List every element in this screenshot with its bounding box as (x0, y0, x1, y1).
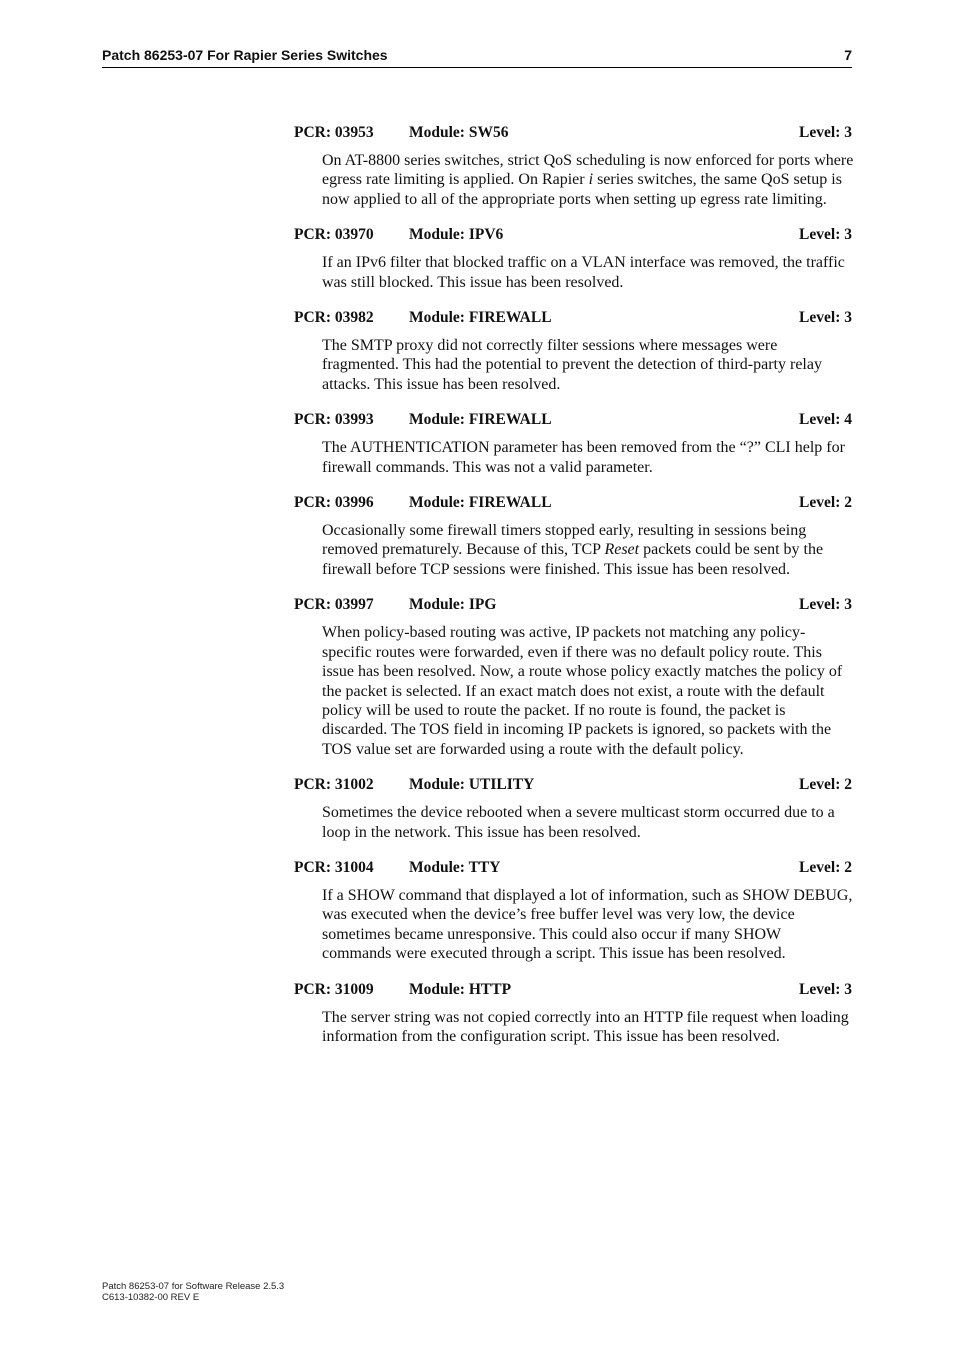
pcr-entry (294, 494, 854, 579)
pcr-entry-heading (294, 776, 854, 796)
pcr-entry-heading (294, 494, 854, 514)
pcr-entry-heading (294, 124, 854, 144)
pcr-level: Level: 3 (799, 124, 852, 141)
pcr-description (322, 803, 854, 842)
pcr-description-text: Occasionally some firewall timers stopped early, resulting in sessions being removed prematurely. Because of this, TCP (322, 522, 807, 559)
document-title: Patch 86253-07 For Rapier Series Switches (102, 47, 388, 63)
pcr-number: PCR: 03970 (294, 226, 374, 244)
pcr-description (322, 623, 854, 759)
pcr-module: Module: HTTP (409, 980, 512, 998)
pcr-description-text: series switches, the same QoS setup is now applied to all of the appropriate ports when setting up egress rate limiting. (322, 171, 842, 208)
pcr-entry (294, 596, 854, 759)
pcr-list (294, 124, 854, 1063)
pcr-number: PCR: 31009 (294, 980, 374, 998)
pcr-entry-heading (294, 981, 854, 1001)
pcr-entry (294, 124, 854, 209)
pcr-description-text: The SMTP proxy did not correctly filter sessions where messages were fragmented. This had the potential to prevent the detection of third-party relay attacks. This issue has been resolved. (322, 337, 822, 393)
pcr-description (322, 336, 854, 394)
pcr-level: Level: 4 (799, 411, 852, 429)
footer-release: Patch 86253-07 for Software Release 2.5.3 (102, 1281, 285, 1292)
pcr-description (322, 886, 854, 964)
pcr-entry (294, 309, 854, 394)
pcr-level: Level: 3 (799, 980, 852, 998)
pcr-module: Module: UTILITY (409, 776, 535, 794)
pcr-level: Level: 3 (799, 309, 852, 327)
pcr-number: PCR: 03997 (294, 596, 374, 614)
header-rule (102, 67, 852, 68)
pcr-module: Module: IPV6 (409, 226, 504, 244)
pcr-number: PCR: 31004 (294, 858, 374, 876)
pcr-description (322, 521, 854, 579)
pcr-description-text: If a SHOW command that displayed a lot of information, such as SHOW DEBUG, was executed when the device’s free buffer level was very low, the device sometimes became unresponsive. This could also occur if many SHOW commands were executed through a script. This issue has been resolved. (322, 886, 853, 963)
pcr-entry-heading (294, 859, 854, 879)
pcr-level: Level: 3 (799, 596, 852, 614)
pcr-description (322, 151, 854, 209)
pcr-description-text: The server string was not copied correctly into an HTTP file request when loading information from the configuration script. This issue has been resolved. (322, 1008, 849, 1045)
pcr-number: PCR: 03953 (294, 124, 374, 141)
pcr-entry-heading (294, 411, 854, 431)
page-header (102, 47, 852, 63)
pcr-description-text: If an IPv6 filter that blocked traffic on a VLAN interface was removed, the traffic was still blocked. This issue has been resolved. (322, 254, 845, 291)
pcr-entry (294, 776, 854, 842)
footer-doc-code: C613-10382-00 REV E (102, 1292, 200, 1303)
pcr-module: Module: SW56 (409, 124, 509, 141)
pcr-level: Level: 3 (799, 226, 852, 244)
pcr-number: PCR: 03996 (294, 494, 374, 512)
pcr-description-text: The AUTHENTICATION parameter has been removed from the “?” CLI help for firewall commands. This was not a valid parameter. (322, 439, 845, 476)
pcr-number: PCR: 03982 (294, 309, 374, 327)
pcr-description-italic: Reset (604, 541, 640, 559)
pcr-entry-heading (294, 596, 854, 616)
pcr-description-text: When policy-based routing was active, IP packets not matching any policy-specific routes were forwarded, even if there was no default policy route. This issue has been resolved. Now, a route whose policy exactly matches the policy of the packet is selected. If an exact match does not exist, a route with the default policy will be used to route the packet. If no route is found, the packet is discarded. The TOS field in incoming IP packets is ignored, so packets with the TOS value set are forwarded using a route with the default policy. (322, 624, 843, 758)
pcr-entry-heading (294, 309, 854, 329)
pcr-number: PCR: 03993 (294, 411, 374, 429)
pcr-entry (294, 981, 854, 1047)
pcr-module: Module: FIREWALL (409, 411, 552, 429)
pcr-description (322, 1008, 854, 1047)
pcr-level: Level: 2 (799, 494, 852, 512)
pcr-description-text: packets could be sent by the firewall before TCP sessions were finished. This issue has been resolved. (322, 541, 824, 578)
pcr-description-italic: i (588, 171, 594, 189)
pcr-entry (294, 411, 854, 477)
pcr-module: Module: FIREWALL (409, 309, 552, 327)
pcr-description (322, 253, 854, 292)
pcr-module: Module: TTY (409, 858, 501, 876)
pcr-number: PCR: 31002 (294, 776, 374, 794)
pcr-module: Module: FIREWALL (409, 494, 552, 512)
pcr-description (322, 438, 854, 477)
page-number: 7 (844, 47, 852, 63)
pcr-module: Module: IPG (409, 596, 497, 614)
pcr-entry (294, 226, 854, 292)
pcr-entry-heading (294, 226, 854, 246)
pcr-description-text: On AT-8800 series switches, strict QoS scheduling is now enforced for ports where egress rate limiting is applied. On Rapier (322, 152, 854, 189)
pcr-level: Level: 2 (799, 858, 852, 876)
pcr-level: Level: 2 (799, 776, 852, 794)
pcr-entry (294, 859, 854, 964)
page-footer (102, 1281, 284, 1303)
pcr-description-text: Sometimes the device rebooted when a severe multicast storm occurred due to a loop in the network. This issue has been resolved. (322, 804, 835, 841)
